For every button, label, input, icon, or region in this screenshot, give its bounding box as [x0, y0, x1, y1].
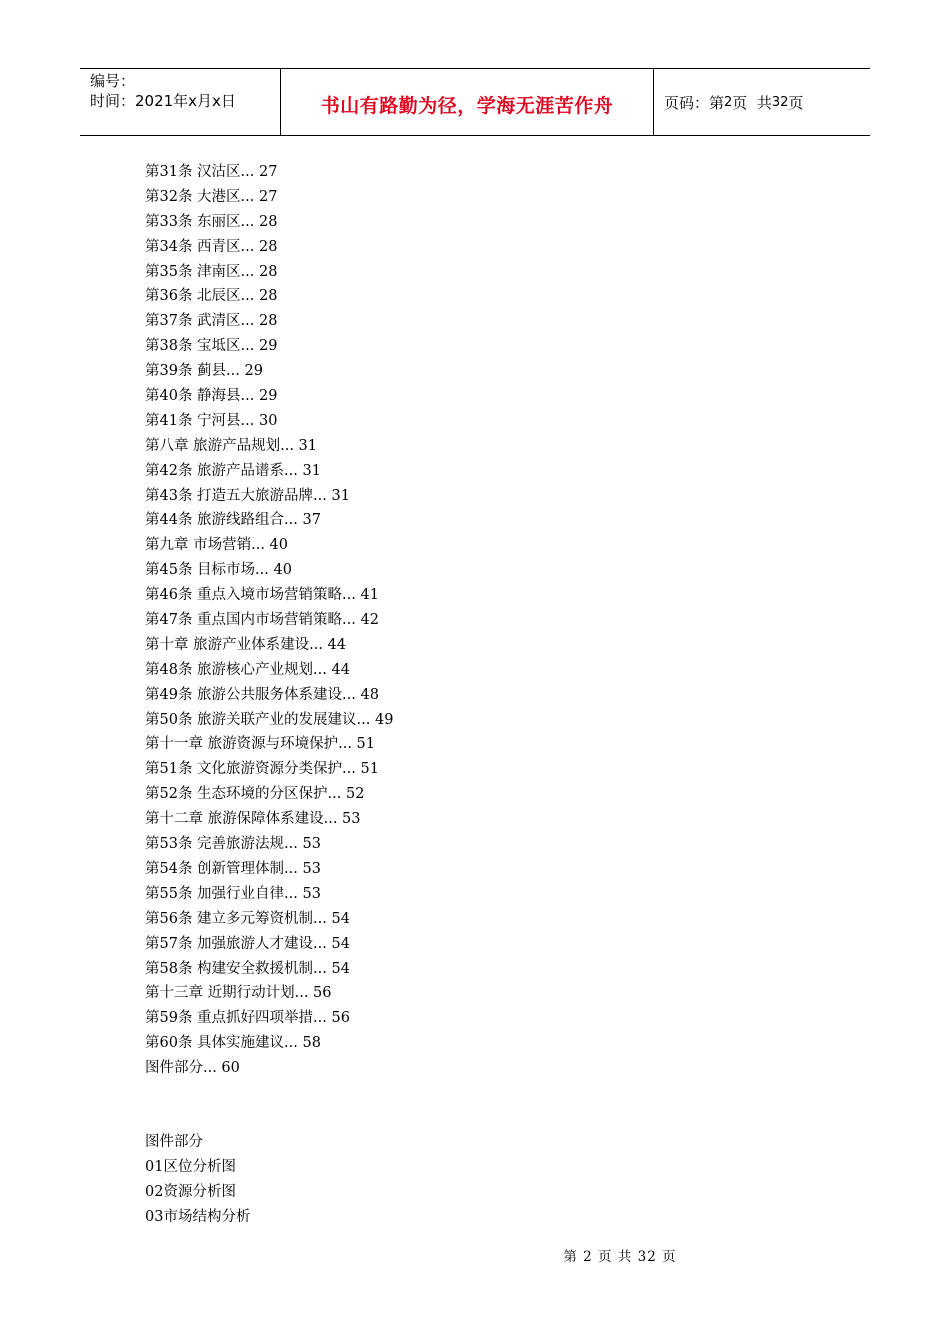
toc-entry[interactable]: 第59条 重点抓好四项举措... 56	[145, 1010, 350, 1027]
toc-entry[interactable]: 第51条 文化旅游资源分类保护... 51	[145, 761, 379, 778]
toc-entry[interactable]: 第35条 津南区... 28	[145, 263, 278, 280]
attachment-item: 03市场结构分析	[145, 1208, 251, 1225]
toc-entry[interactable]: 第34条 西青区... 28	[145, 238, 278, 255]
toc-entry[interactable]: 第37条 武清区... 28	[145, 313, 278, 330]
toc-entry[interactable]: 第54条 创新管理体制... 53	[145, 860, 321, 877]
header-page-indicator	[654, 69, 870, 135]
toc-entry[interactable]: 图件部分... 60	[145, 1060, 240, 1077]
toc-entry[interactable]: 第52条 生态环境的分区保护... 52	[145, 786, 365, 803]
attachment-item: 01区位分析图	[145, 1158, 236, 1175]
page-header	[80, 68, 870, 136]
toc-entry[interactable]: 第45条 目标市场... 40	[145, 562, 292, 579]
toc-entry[interactable]: 第十三章 近期行动计划... 56	[145, 985, 332, 1002]
toc-entry[interactable]: 第47条 重点国内市场营销策略... 42	[145, 612, 379, 629]
attachment-list	[145, 1130, 745, 1230]
attachment-heading: 图件部分	[145, 1134, 203, 1150]
header-motto: 书山有路勤为径，学海无涯苦作舟	[281, 69, 654, 135]
toc-entry[interactable]: 第50条 旅游关联产业的发展建议... 49	[145, 711, 394, 728]
toc-entry[interactable]: 第56条 建立多元筹资机制... 54	[145, 910, 350, 927]
toc-entry[interactable]: 第58条 构建安全救援机制... 54	[145, 960, 350, 977]
toc-entry[interactable]: 第57条 加强旅游人才建设... 54	[145, 935, 350, 952]
page-label-mid: 页 共	[732, 93, 772, 112]
page-label-prefix: 页码：第	[664, 93, 725, 112]
page-total-number: 32	[771, 94, 789, 110]
document-number-label: 编号：	[90, 72, 136, 90]
toc-entry[interactable]: 第32条 大港区... 27	[145, 188, 278, 205]
document-date-label: 时间：2021年x月x日	[90, 92, 236, 110]
header-meta-cell	[80, 69, 281, 135]
toc-entry[interactable]: 第39条 蓟县... 29	[145, 363, 263, 380]
toc-entry[interactable]: 第46条 重点入境市场营销策略... 41	[145, 587, 379, 604]
toc-entry[interactable]: 第49条 旅游公共服务体系建设... 48	[145, 686, 379, 703]
toc-entry[interactable]: 第31条 汉沽区... 27	[145, 164, 278, 180]
toc-entry[interactable]: 第十二章 旅游保障体系建设... 53	[145, 811, 361, 828]
toc-entry[interactable]: 第九章 市场营销... 40	[145, 537, 288, 554]
toc-entry[interactable]: 第60条 具体实施建议... 58	[145, 1035, 321, 1052]
toc-entry[interactable]: 第十章 旅游产业体系建设... 44	[145, 636, 346, 653]
toc-entry[interactable]: 第40条 静海县... 29	[145, 388, 278, 405]
toc-entry[interactable]: 第53条 完善旅游法规... 53	[145, 836, 321, 853]
toc-entry[interactable]: 第36条 北辰区... 28	[145, 288, 278, 305]
table-of-contents	[145, 160, 825, 1081]
toc-entry[interactable]: 第44条 旅游线路组合... 37	[145, 512, 321, 529]
attachment-item: 02资源分析图	[145, 1183, 236, 1200]
toc-entry[interactable]: 第33条 东丽区... 28	[145, 213, 278, 230]
toc-entry[interactable]: 第43条 打造五大旅游品牌... 31	[145, 487, 350, 504]
toc-entry[interactable]: 第八章 旅游产品规划... 31	[145, 437, 317, 454]
page-label-suffix: 页	[788, 93, 804, 112]
toc-entry[interactable]: 第48条 旅游核心产业规划... 44	[145, 661, 350, 678]
toc-entry[interactable]: 第十一章 旅游资源与环境保护... 51	[145, 736, 375, 753]
page-footer: 第 2 页 共 32 页	[563, 1249, 677, 1265]
toc-entry[interactable]: 第38条 宝坻区... 29	[145, 338, 278, 355]
toc-entry[interactable]: 第41条 宁河县... 30	[145, 412, 278, 429]
toc-entry[interactable]: 第42条 旅游产品谱系... 31	[145, 462, 321, 479]
toc-entry[interactable]: 第55条 加强行业自律... 53	[145, 885, 321, 902]
page-current-number: 2	[724, 94, 733, 110]
